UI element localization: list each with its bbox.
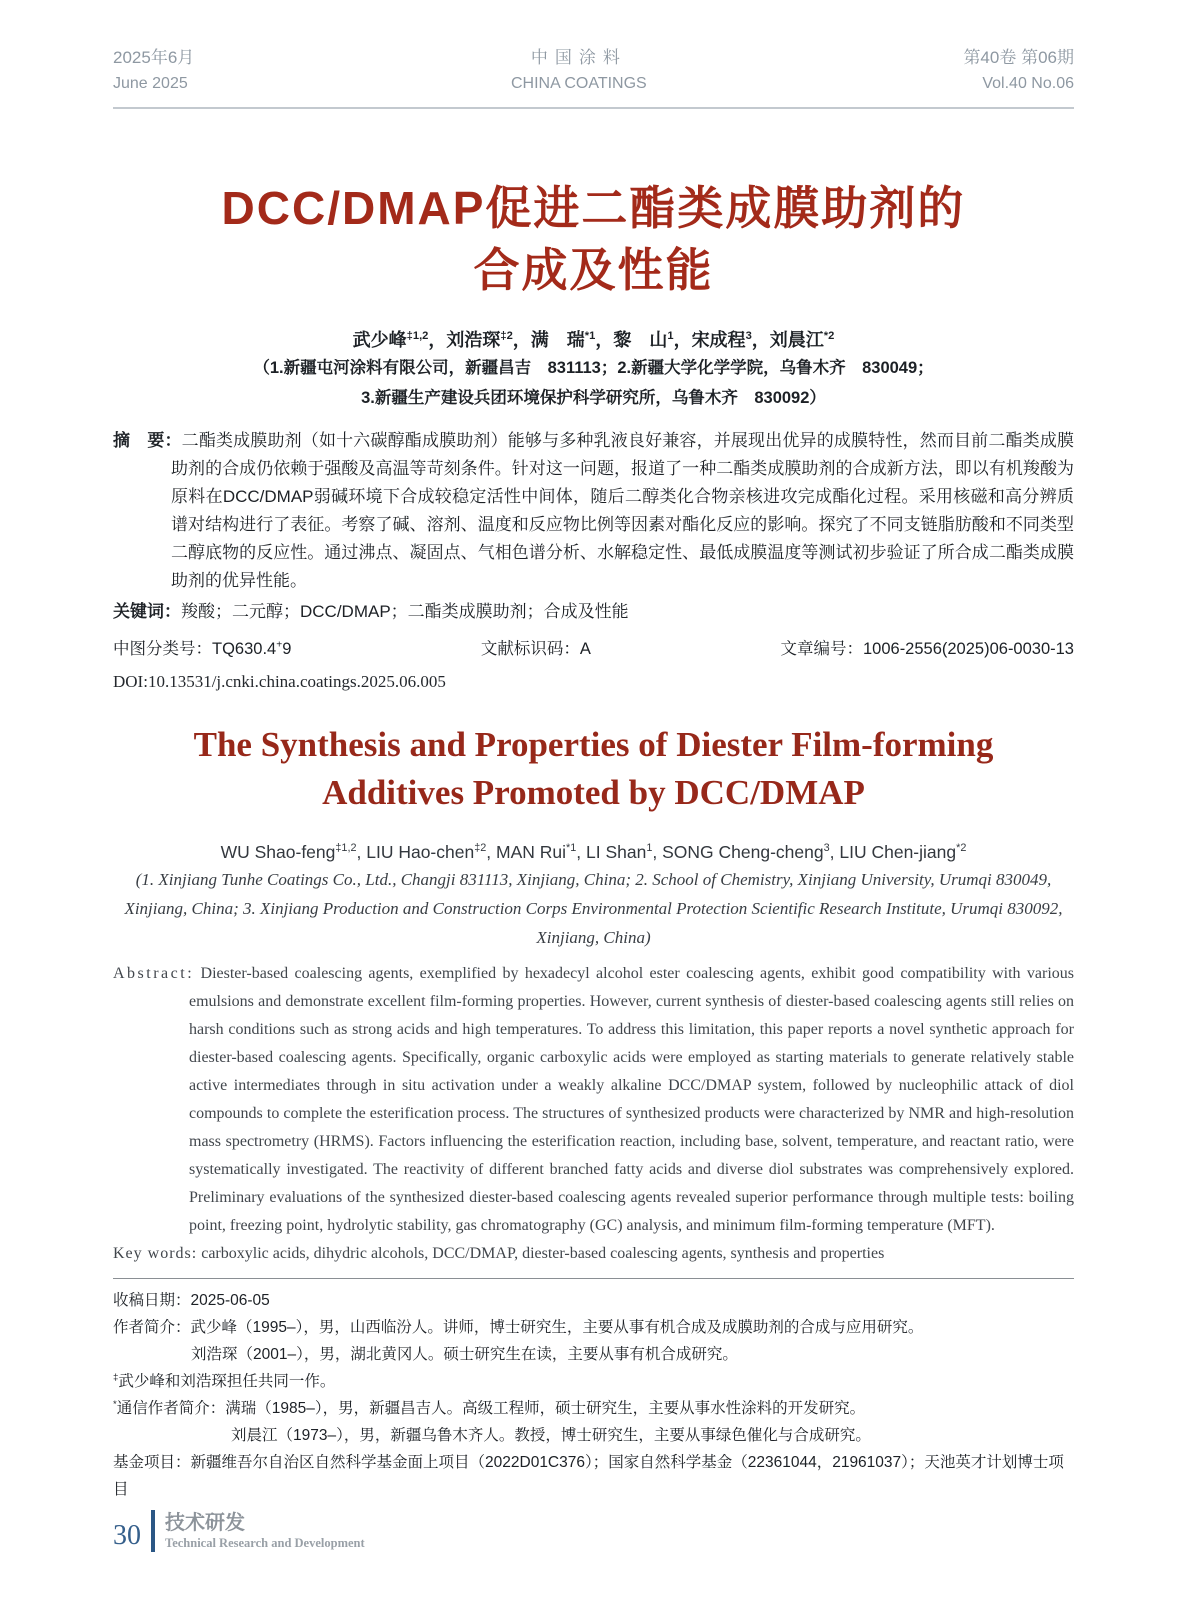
author-superscript: 3: [823, 842, 830, 855]
author-en: WU Shao-feng$^{\ddagger 1,2}$,: [220, 842, 367, 862]
author-en: SONG Cheng-cheng$^3$,: [662, 842, 840, 862]
affiliation-cn-line1: （1.新疆屯河涂料有限公司，新疆昌吉 831113；2.新疆大学化学学院，乌鲁木齐 830049；: [253, 359, 934, 377]
author-superscript: *1: [566, 842, 577, 855]
document-code: 文献标识码：A: [480, 640, 591, 658]
author-en: LIU Hao-chen$^{\ddagger 2}$,: [366, 842, 497, 862]
author-superscript: ‡1,2: [406, 330, 429, 342]
authors-cn: [113, 327, 1074, 353]
author-en: MAN Rui$^{*1}$,: [496, 842, 587, 862]
author-cn: 刘晨江$^{*2}$: [769, 330, 835, 350]
affiliations-cn: [113, 353, 1074, 413]
header-date-cn: 2025年6月: [113, 48, 195, 67]
author-cn: 宋成程$^3$，: [691, 330, 770, 350]
header-date: [113, 45, 194, 97]
abstract-cn: [113, 427, 1074, 595]
author-superscript: ‡2: [474, 842, 487, 855]
author-superscript: 1: [667, 330, 674, 342]
clc-superscript: +: [276, 639, 283, 651]
author-en: LIU Chen-jiang$^{*2}$: [839, 842, 967, 862]
title-en-line1: The Synthesis and Properties of Diester Film-forming: [193, 725, 994, 764]
header-journal-name: [511, 45, 647, 97]
footer-section: [165, 1511, 365, 1551]
journal-header: [113, 45, 1074, 109]
affiliation-cn-line2: 3.新疆生产建设兵团环境保护科学研究所，乌鲁木齐 830092）: [361, 389, 826, 407]
doi: DOI:10.13531/j.cnki.china.coatings.2025.06.005: [113, 672, 446, 691]
issue-cn: 第40卷 第06期: [963, 48, 1074, 67]
section-name-cn: 技术研发: [165, 1512, 245, 1534]
title-cn-line1: DCC/DMAP促进二酯类成膜助剂的: [221, 182, 966, 234]
footer-divider-bar: [151, 1510, 155, 1552]
footnote-divider: [113, 1278, 1074, 1279]
keywords-cn-text: 羧酸；二元醇；DCC/DMAP；二酯类成膜助剂；合成及性能: [181, 602, 629, 621]
authors-en: [113, 839, 1074, 865]
corresponding-superscript: *: [113, 1398, 117, 1410]
author-superscript: *2: [956, 842, 967, 855]
footnotes: [113, 1287, 1074, 1503]
corresponding-author-line1: *通信作者简介：满瑞（1985–），男，新疆昌吉人。高级工程师，硕士研究生，主要从事水性涂料的开发研究。: [113, 1398, 866, 1417]
page-number: 30: [113, 1520, 141, 1551]
section-name-en: Technical Research and Development: [165, 1536, 365, 1550]
author-cn: 满 瑞$^{*1}$，: [530, 330, 614, 350]
keywords-cn: [113, 599, 1074, 625]
received-date: 收稿日期：2025-06-05: [113, 1292, 270, 1309]
author-superscript: 1: [646, 842, 653, 855]
header-issue: [963, 45, 1074, 97]
article-title-cn: [113, 177, 1074, 301]
keywords-en-label: Key words:: [113, 1245, 198, 1262]
classification-row: [113, 637, 1074, 661]
author-bio-line2: 刘浩琛（2001–），男，湖北黄冈人。硕士研究生在读，主要从事有机合成研究。: [191, 1346, 738, 1363]
title-cn-line2: 合成及性能: [473, 244, 714, 296]
abstract-en: [113, 960, 1074, 1240]
title-en-line2: Additives Promoted by DCC/DMAP: [322, 773, 865, 812]
co-first-author-note: ‡武少峰和刘浩琛担任共同一作。: [113, 1371, 336, 1390]
journal-name-cn: 中国涂料: [530, 48, 627, 67]
author-superscript: 3: [745, 330, 752, 342]
issue-en: Vol.40 No.06: [982, 75, 1074, 92]
abstract-cn-label: 摘 要：: [113, 431, 182, 450]
affiliations-en: (1. Xinjiang Tunhe Coatings Co., Ltd., Changji 831113, Xinjiang, China; 2. School of Chemistry, Xinjiang University, Urumqi 830049, Xinjiang, China; 3. Xinjiang Production and Construction Corps Environmental Protection Scientific Research Institute, Urumqi 830092, Xinjiang, China): [124, 870, 1063, 947]
funding-note: 基金项目：新疆维吾尔自治区自然科学基金面上项目（2022D01C376）；国家自然科学基金（22361044，21961037）；天池英才计划博士项目: [113, 1454, 1064, 1498]
author-en: LI Shan$^1$,: [586, 842, 663, 862]
article-id: 文章编号：1006-2556(2025)06-0030-13: [780, 640, 1074, 658]
abstract-en-text: Diester-based coalescing agents, exemplified by hexadecyl alcohol ester coalescing agents, exhibit good compatibility with various emulsions and demonstrate excellent film-forming properties. However, current synthesis of diester-based coalescing agents still relies on harsh conditions such as strong acids and high temperatures. To address this limitation, this paper reports a novel synthetic approach for diester-based coalescing agents. Specifically, organic carboxylic acids were employed as starting materials to generate relatively stable active intermediates through in situ activation under a weakly alkaline DCC/DMAP system, followed by nucleophilic attack of diol compounds to complete the esterification process. The structures of synthesized products were characterized by NMR and high-resolution mass spectrometry (HRMS). Factors influencing the esterification reaction, including base, solvent, temperature, and reactant ratio, were systematically investigated. The reactivity of different branched fatty acids and diverse diol substrates was comprehensively explored. Preliminary evaluations of the synthesized diester-based coalescing agents revealed superior performance through multiple tests: boiling point, freezing point, hydrolytic stability, gas chromatography (GC) analysis, and minimum film-forming temperature (MFT).: [189, 965, 1074, 1234]
corresponding-author-line2: 刘晨江（1973–），男，新疆乌鲁木齐人。教授，博士研究生，主要从事绿色催化与合成研究。: [231, 1427, 871, 1444]
author-superscript: *1: [584, 330, 596, 342]
author-cn: 武少峰$^{\ddagger 1,2}$，: [352, 330, 447, 350]
keywords-cn-label: 关键词：: [113, 602, 181, 621]
header-date-en: June 2025: [113, 75, 188, 92]
author-superscript: ‡2: [500, 330, 513, 342]
article-title-en: [113, 721, 1074, 817]
page-footer: [113, 1510, 365, 1552]
abstract-cn-text: 二酯类成膜助剂（如十六碳醇酯成膜助剂）能够与多种乳液良好兼容，并展现出优异的成膜特性，然而目前二酯类成膜助剂的合成仍依赖于强酸及高温等苛刻条件。针对这一问题，报道了一种二酯类成膜助剂的合成新方法，即以有机羧酸为原料在DCC/DMAP弱碱环境下合成较稳定活性中间体，随后二醇类化合物亲核进攻完成酯化过程。采用核磁和高分辨质谱对结构进行了表征。考察了碱、溶剂、温度和反应物比例等因素对酯化反应的影响。探究了不同支链脂肪酸和不同类型二醇底物的反应性。通过沸点、凝固点、气相色谱分析、水解稳定性、最低成膜温度等测试初步验证了所合成二酯类成膜助剂的优异性能。: [171, 431, 1074, 590]
author-superscript: *2: [823, 330, 835, 342]
author-superscript: ‡1,2: [335, 842, 357, 855]
author-cn: 刘浩琛$^{\ddagger 2}$，: [446, 330, 531, 350]
co-first-superscript: ‡: [113, 1371, 119, 1383]
journal-name-en: CHINA COATINGS: [511, 75, 647, 92]
author-cn: 黎 山$^1$，: [613, 330, 692, 350]
keywords-en-text: carboxylic acids, dihydric alcohols, DCC/DMAP, diester-based coalescing agents, synthesis and properties: [201, 1245, 885, 1262]
abstract-en-label: Abstract:: [113, 965, 195, 982]
author-bio-line1: 作者简介：武少峰（1995–），男，山西临汾人。讲师，博士研究生，主要从事有机合成及成膜助剂的合成与应用研究。: [113, 1319, 924, 1336]
clc-number: 中图分类号：TQ630.4+9: [113, 639, 292, 658]
keywords-en: [113, 1240, 1074, 1268]
